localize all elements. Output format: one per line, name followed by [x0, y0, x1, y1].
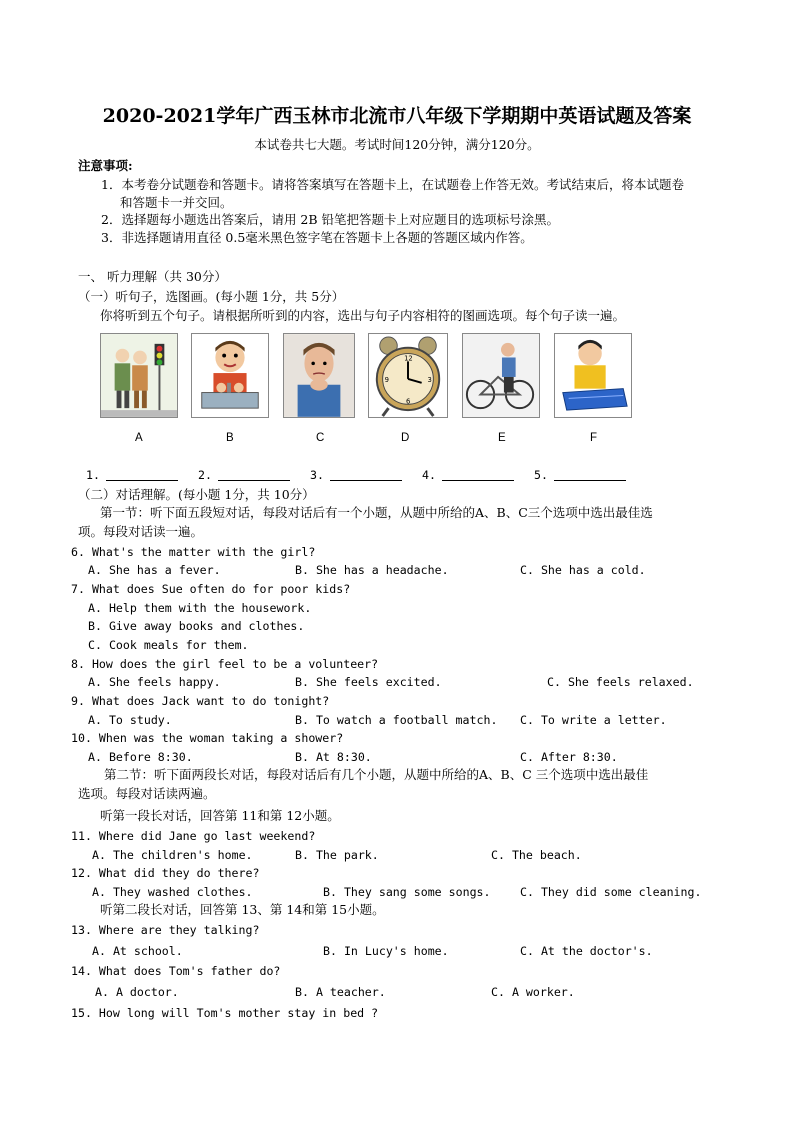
question-13: 13. Where are they talking?: [71, 923, 260, 937]
dialog-1-intro: 听第一段长对话，回答第 11和第 12小题。: [100, 808, 340, 823]
q6-option-c: C. She has a cold.: [520, 563, 646, 577]
question-9: 9. What does Jack want to do tonight?: [71, 694, 330, 708]
picture-label-c: C: [316, 432, 325, 444]
question-8: 8. How does the girl feel to be a volunteer?: [71, 657, 379, 671]
part-2-heading: （二）对话理解。(每小题 1分，共 10分）: [78, 487, 315, 502]
notice-item-2: 2．选择题每小题选出答案后，请用 2B 铅笔把答题卡上对应题目的选项标号涂黑。: [101, 212, 560, 227]
q12-option-a: A. They washed clothes.: [92, 885, 253, 899]
question-15: 15. How long will Tom's mother stay in bed ?: [71, 1006, 379, 1020]
notice-item-1: 1．本考卷分试题卷和答题卡。请将答案填写在答题卡上，在试题卷上作答无效。考试结束后，将本试题卷: [101, 177, 684, 192]
q10-option-a: A. Before 8:30.: [88, 750, 193, 764]
q9-option-a: A. To study.: [88, 713, 172, 727]
notice-item-3: 3．非选择题请用直径 0.5毫米黑色签字笔在答题卡上各题的答题区域内作答。: [101, 230, 533, 245]
q8-option-c: C. She feels relaxed.: [547, 675, 694, 689]
q9-option-c: C. To write a letter.: [520, 713, 667, 727]
q10-option-b: B. At 8:30.: [295, 750, 372, 764]
question-7: 7. What does Sue often do for poor kids?: [71, 582, 351, 596]
boy-fixing-bike-icon: [462, 333, 540, 418]
q8-option-a: A. She feels happy.: [88, 675, 221, 689]
q10-option-c: C. After 8:30.: [520, 750, 618, 764]
answer-blank-2: 2.: [198, 468, 290, 482]
alarm-clock-icon: [368, 333, 448, 418]
q13-option-c: C. At the doctor's.: [520, 944, 653, 958]
q6-option-b: B. She has a headache.: [295, 563, 449, 577]
q11-option-b: B. The park.: [295, 848, 379, 862]
answer-blank-4: 4.: [422, 468, 514, 482]
answer-blank-5: 5.: [534, 468, 626, 482]
dialog-2-intro: 听第二段长对话，回答第 13、第 14和第 15小题。: [100, 902, 385, 917]
picture-label-a: A: [135, 432, 143, 444]
q13-option-b: B. In Lucy's home.: [323, 944, 449, 958]
q7-option-b: B. Give away books and clothes.: [88, 619, 305, 633]
question-12: 12. What did they do there?: [71, 866, 260, 880]
question-11: 11. Where did Jane go last weekend?: [71, 829, 316, 843]
svg-text:12: 12: [404, 354, 413, 363]
picture-label-e: E: [498, 432, 506, 444]
q14-option-b: B. A teacher.: [295, 985, 386, 999]
picture-label-d: D: [401, 432, 410, 444]
svg-text:3: 3: [427, 375, 432, 384]
part-2-section-2-cont: 选项。每段对话读两遍。: [78, 786, 216, 801]
picture-label-f: F: [590, 432, 598, 444]
notice-heading: 注意事项:: [78, 158, 133, 173]
q6-option-a: A. She has a fever.: [88, 563, 221, 577]
document-title: 2020-2021学年广西玉林市北流市八年级下学期期中英语试题及答案: [102, 105, 692, 127]
part-1-instruction: 你将听到五个句子。请根据所听到的内容，选出与句子内容相符的图画选项。每个句子读一遍。: [100, 308, 626, 323]
q12-option-c: C. They did some cleaning.: [520, 885, 702, 899]
part-1-heading: （一）听句子，选图画。(每小题 1分，共 5分）: [78, 289, 345, 304]
q13-option-a: A. At school.: [92, 944, 183, 958]
q14-option-c: C. A worker.: [491, 985, 575, 999]
q14-option-a: A. A doctor.: [95, 985, 179, 999]
boy-sore-throat-icon: [283, 333, 355, 418]
q7-option-c: C. Cook meals for them.: [88, 638, 249, 652]
answer-blank-3: 3.: [310, 468, 402, 482]
part-2-section-1-cont: 项。每段对话读一遍。: [78, 524, 204, 539]
q11-option-a: A. The children's home.: [92, 848, 253, 862]
question-14: 14. What does Tom's father do?: [71, 964, 281, 978]
boy-folding-clothes-icon: [554, 333, 632, 418]
svg-text:6: 6: [406, 397, 411, 406]
question-6: 6. What's the matter with the girl?: [71, 545, 316, 559]
q11-option-c: C. The beach.: [491, 848, 582, 862]
question-10: 10. When was the woman taking a shower?: [71, 731, 344, 745]
q9-option-b: B. To watch a football match.: [295, 713, 498, 727]
picture-label-b: B: [226, 432, 234, 444]
exam-subtitle: 本试卷共七大题。考试时间120分钟，满分120分。: [254, 137, 540, 152]
part-2-section-2: 第二节：听下面两段长对话，每段对话后有几个小题，从题中所给的A、B、C 三个选项中选出最佳: [104, 767, 649, 782]
elderly-couple-crossing-icon: [100, 333, 178, 418]
answer-blank-1: 1.: [86, 468, 178, 482]
boy-washing-hands-icon: [191, 333, 269, 418]
q7-option-a: A. Help them with the housework.: [88, 601, 312, 615]
q12-option-b: B. They sang some songs.: [323, 885, 491, 899]
svg-text:9: 9: [384, 375, 389, 384]
q8-option-b: B. She feels excited.: [295, 675, 442, 689]
part-2-section-1: 第一节：听下面五段短对话，每段对话后有一个小题，从题中所给的A、B、C三个选项中选出最佳选: [100, 505, 653, 520]
section-1-heading: 一、 听力理解（共 30分）: [78, 269, 227, 284]
notice-item-1-cont: 和答题卡一并交回。: [120, 195, 233, 210]
